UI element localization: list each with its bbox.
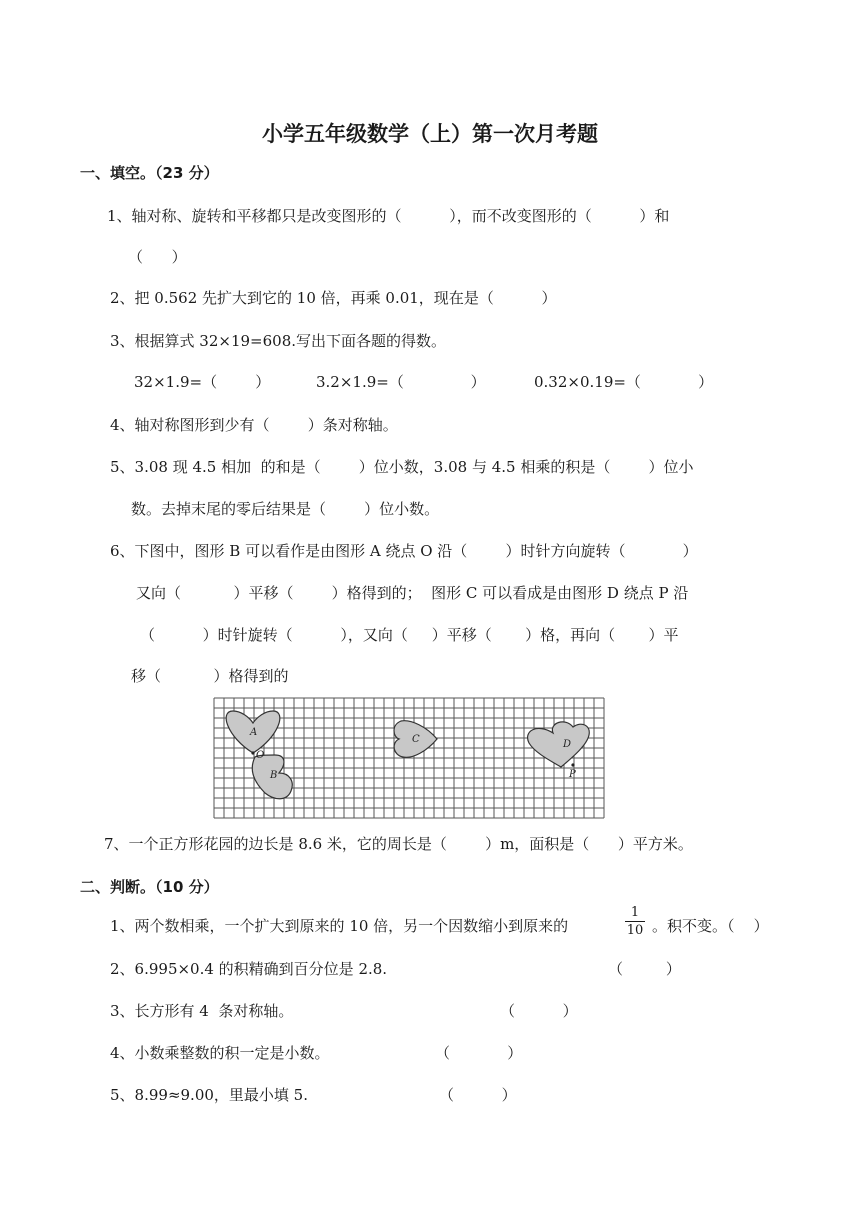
question-6-line-3: （ ）时针旋转（ ），又向（ ）平移（ ）格，再向（ ）平 <box>140 626 679 644</box>
judgement-5-answer-paren: （ ） <box>439 1086 517 1104</box>
pivot-point-o <box>251 751 254 754</box>
question-6-line-2: 又向（ ）平移（ ）格得到的； 图形 C 可以看成是由图形 D 绕点 P 沿 <box>136 584 689 602</box>
figure-label-b: B <box>270 770 278 781</box>
fraction-bar <box>625 921 645 922</box>
grid-figure <box>213 697 609 819</box>
question-2: 2、把 0.562 先扩大到它的 10 倍，再乘 0.01，现在是（ ） <box>110 289 557 307</box>
question-1-line-1: 1、轴对称、旋转和平移都只是改变图形的（ ），而不改变图形的（ ）和 <box>107 207 670 225</box>
question-5-line-1: 5、3.08 现 4.5 相加 的和是（ ）位小数，3.08 与 4.5 相乘的积是（ ）位小 <box>110 458 694 476</box>
figure-label-c: C <box>412 734 420 745</box>
fraction-one-tenth <box>625 905 645 938</box>
question-6-line-1: 6、下图中，图形 B 可以看作是由图形 A 绕点 O 沿（ ）时针方向旋转（ ） <box>110 542 698 560</box>
judgement-5: 5、8.99≈9.00，里最小填 5. <box>110 1086 308 1104</box>
judgement-3: 3、长方形有 4 条对称轴。 <box>110 1002 294 1020</box>
judgement-3-answer-paren: （ ） <box>500 1002 578 1020</box>
question-1-line-2: （ ） <box>128 248 187 266</box>
figure-label-a: A <box>250 727 258 738</box>
fraction-numerator: 1 <box>630 905 640 920</box>
figure-label-d: D <box>563 739 572 750</box>
question-3-item-a: 32×1.9=（ ） <box>134 373 271 391</box>
question-5-line-2: 数。去掉末尾的零后结果是（ ）位小数。 <box>131 500 440 518</box>
judgement-2-answer-paren: （ ） <box>608 960 681 978</box>
question-3-item-c: 0.32×0.19=（ ） <box>534 373 714 391</box>
question-4: 4、轴对称图形到少有（ ）条对称轴。 <box>110 416 398 434</box>
pivot-point-p <box>571 763 574 766</box>
question-7: 7、一个正方形花园的边长是 8.6 米，它的周长是（ ）m，面积是（ ）平方米。 <box>104 835 693 853</box>
judgement-4-answer-paren: （ ） <box>435 1044 523 1062</box>
section-heading-fill-in: 一、填空。（23 分） <box>80 164 219 182</box>
judgement-1-tail: 。积不变。（ ） <box>652 917 769 935</box>
judgement-1-text: 1、两个数相乘，一个扩大到原来的 10 倍，另一个因数缩小到原来的 <box>110 917 569 935</box>
question-3: 3、根据算式 32×19=608.写出下面各题的得数。 <box>110 332 447 350</box>
judgement-2: 2、6.995×0.4 的积精确到百分位是 2.8. <box>110 960 388 978</box>
section-heading-true-false: 二、判断。（10 分） <box>80 878 219 896</box>
question-6-line-4: 移（ ）格得到的 <box>131 667 289 685</box>
heart-shape-d <box>528 722 590 767</box>
figure-label-o: O <box>256 750 265 761</box>
judgement-4: 4、小数乘整数的积一定是小数。 <box>110 1044 330 1062</box>
question-3-item-b: 3.2×1.9=（ ） <box>316 373 486 391</box>
page-title: 小学五年级数学（上）第一次月考题 <box>262 122 598 146</box>
fraction-denominator: 10 <box>626 923 644 938</box>
figure-label-p: P <box>569 769 576 780</box>
